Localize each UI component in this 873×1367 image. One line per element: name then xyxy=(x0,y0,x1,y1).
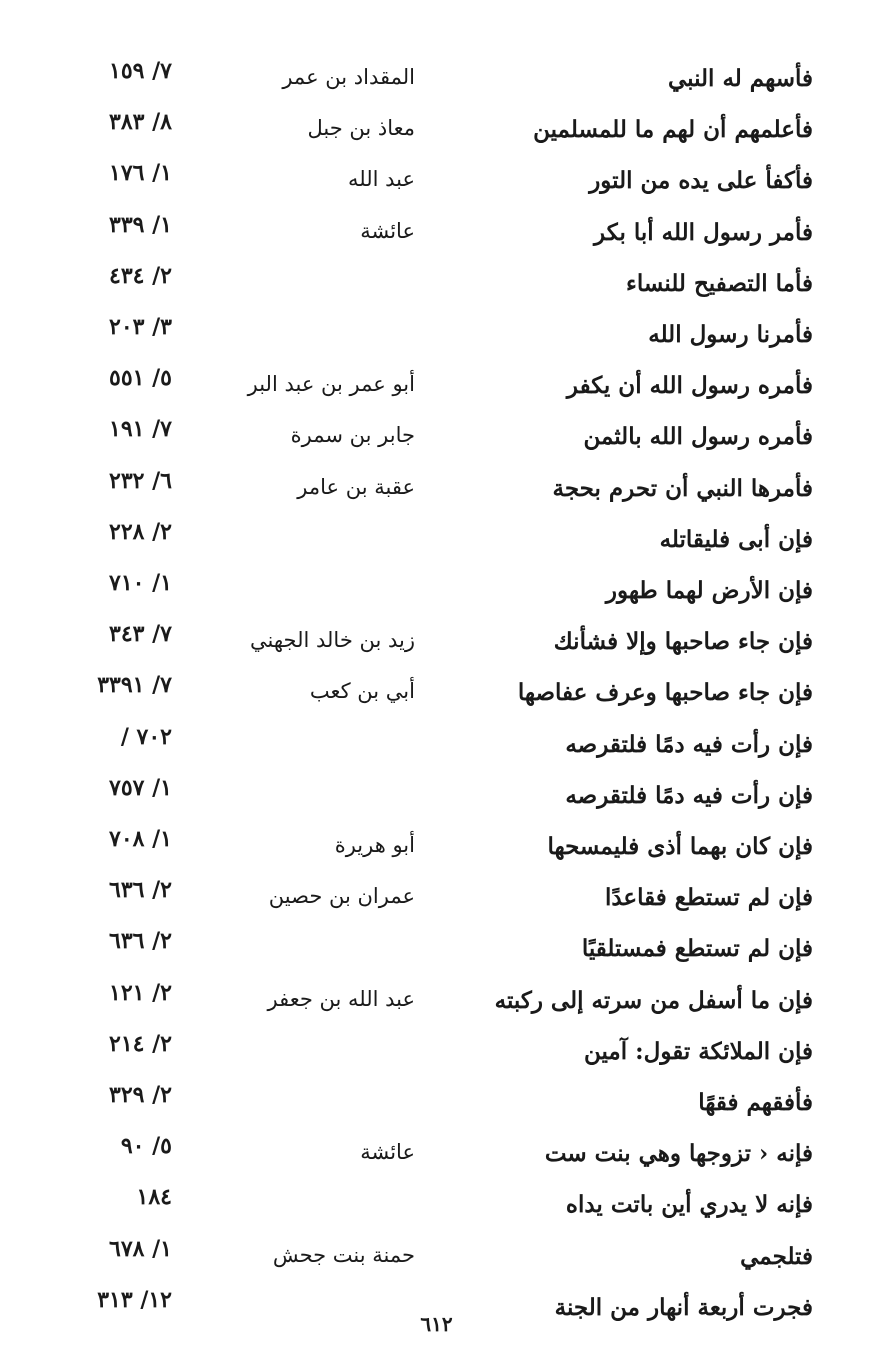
hadith-phrase: فإن لم تستطع فقاعدًا xyxy=(604,884,813,912)
hadith-phrase: فأمر رسول الله أبا بكر xyxy=(594,218,813,246)
index-entry xyxy=(0,979,873,1024)
narrator-name: عبد الله بن جعفر xyxy=(267,986,415,1011)
volume-page-reference: ١٨٤ xyxy=(136,1184,172,1211)
hadith-phrase: فأمره رسول الله بالثمن xyxy=(583,423,813,451)
volume-page-reference: ١/ ١٧٦ xyxy=(109,160,172,187)
volume-page-reference: ٣/ ٢٠٣ xyxy=(109,314,172,340)
index-entry xyxy=(0,570,873,614)
volume-page-reference: ٥/ ٩٠ xyxy=(120,1133,172,1160)
hadith-phrase: فإن جاء صاحبها وعرف عفاصها xyxy=(517,679,813,707)
index-entry xyxy=(0,928,873,972)
narrator-name: أبو عمر بن عبد البر xyxy=(247,372,415,397)
index-entry xyxy=(0,877,873,921)
hadith-phrase: فأعلمهم أن لهم ما للمسلمين xyxy=(533,116,813,144)
hadith-phrase: فأمرنا رسول الله xyxy=(648,321,813,348)
hadith-phrase: فأمره رسول الله أن يكفر xyxy=(566,372,813,400)
volume-page-reference: ٢/ ٣٢٩ xyxy=(109,1082,172,1108)
hadith-phrase: فإن رأت فيه دمًا فلتقرصه xyxy=(565,730,813,758)
volume-page-reference: ٢/ ٢٢٨ xyxy=(109,518,172,545)
volume-page-reference: ٧/ ١٥٩ xyxy=(109,58,172,84)
hadith-phrase: فإن الأرض لهما طهور xyxy=(605,577,813,604)
volume-page-reference: ٨/ ٣٨٣ xyxy=(109,109,172,136)
narrator-name: معاذ بن جبل xyxy=(307,116,415,141)
hadith-phrase: فإن كان بهما أذى فليمسحها xyxy=(547,833,813,860)
volume-page-reference: ١/ ٣٣٩ xyxy=(109,211,172,238)
narrator-name: المقداد بن عمر xyxy=(282,65,415,89)
narrator-name: أبي بن كعب xyxy=(309,679,415,704)
index-entry xyxy=(0,262,873,307)
index-entry xyxy=(0,723,873,768)
hadith-phrase: فإن رأت فيه دمًا فلتقرصه xyxy=(565,781,813,809)
page-number: ٦١٢ xyxy=(420,1312,453,1336)
narrator-name: جابر بن سمرة xyxy=(290,423,415,448)
index-entry xyxy=(0,826,873,870)
index-entry xyxy=(0,109,873,153)
index-entry xyxy=(0,621,873,665)
index-entry xyxy=(0,672,873,716)
volume-page-reference: ٢/ ٦٣٦ xyxy=(109,928,172,955)
index-entry xyxy=(0,1030,873,1075)
narrator-name: حمنة بنت جحش xyxy=(272,1242,415,1267)
narrator-name: عمران بن حصين xyxy=(268,884,415,909)
narrator-name: أبو هريرة xyxy=(334,833,415,857)
hadith-phrase: فأفقهم فقهًا xyxy=(698,1089,813,1116)
hadith-phrase: فأما التصفيح للنساء xyxy=(626,269,813,297)
hadith-phrase: فأسهم له النبي xyxy=(668,65,813,92)
index-entry xyxy=(0,365,873,409)
index-entry xyxy=(0,774,873,819)
hadith-phrase: فأكفأ على يده من التور xyxy=(589,167,813,195)
hadith-phrase: فإن أبى فليقاتله xyxy=(659,525,813,553)
index-entry xyxy=(0,58,873,102)
volume-page-reference: ١٢/ ٣١٣ xyxy=(97,1286,172,1313)
index-entry xyxy=(0,1082,873,1126)
volume-page-reference: ٧/ ٣٤٣ xyxy=(109,621,172,648)
narrator-name: عائشة xyxy=(360,1140,415,1165)
hadith-phrase: فإن جاء صاحبها وإلا فشأنك xyxy=(553,628,813,656)
volume-page-reference: ٢/ ٤٣٤ xyxy=(109,262,172,289)
volume-page-reference: ١/ ٧١٠ xyxy=(109,570,172,596)
index-entry xyxy=(0,518,873,563)
index-entry xyxy=(0,314,873,358)
index-entry xyxy=(0,211,873,256)
volume-page-reference: ٢/ ٦٣٦ xyxy=(109,877,172,904)
hadith-phrase: فجرت أربعة أنهار من الجنة xyxy=(554,1293,813,1321)
hadith-phrase: فأمرها النبي أن تحرم بحجة xyxy=(552,474,813,502)
hadith-phrase: فتلجمي xyxy=(740,1242,813,1270)
narrator-name: عبد الله xyxy=(347,167,415,192)
volume-page-reference: ١/ ٦٧٨ xyxy=(109,1235,172,1262)
narrator-name: زيد بن خالد الجهني xyxy=(250,628,415,653)
index-entry xyxy=(0,1235,873,1280)
volume-page-reference: ٢/ ١٢١ xyxy=(109,979,172,1006)
volume-page-reference: ١/ ٧٠٨ xyxy=(109,826,172,852)
volume-page-reference: / ٧٠٢ xyxy=(120,723,172,750)
index-entry xyxy=(0,1133,873,1177)
hadith-phrase: فإن ما أسفل من سرته إلى ركبته xyxy=(494,986,813,1014)
volume-page-reference: ٦/ ٢٣٢ xyxy=(109,467,172,494)
volume-page-reference: ٧/ ٣٣٩١ xyxy=(97,672,172,699)
narrator-name: عائشة xyxy=(360,218,415,243)
volume-page-reference: ٥/ ٥٥١ xyxy=(109,365,172,392)
volume-page-reference: ٢/ ٢١٤ xyxy=(109,1030,172,1057)
index-entry xyxy=(0,160,873,204)
hadith-phrase: فإن الملائكة تقول: آمين xyxy=(583,1037,813,1065)
volume-page-reference: ١/ ٧٥٧ xyxy=(109,774,172,801)
hadith-phrase: فإنه ‹ تزوجها وهي بنت ست xyxy=(544,1140,813,1168)
index-entry xyxy=(0,1184,873,1228)
hadith-phrase: فإنه لا يدري أين باتت يداه xyxy=(565,1191,813,1219)
narrator-name: عقبة بن عامر xyxy=(297,474,415,499)
hadith-phrase: فإن لم تستطع فمستلقيًا xyxy=(581,935,813,963)
index-entry xyxy=(0,416,873,460)
volume-page-reference: ٧/ ١٩١ xyxy=(109,416,172,443)
index-entry xyxy=(0,467,873,512)
